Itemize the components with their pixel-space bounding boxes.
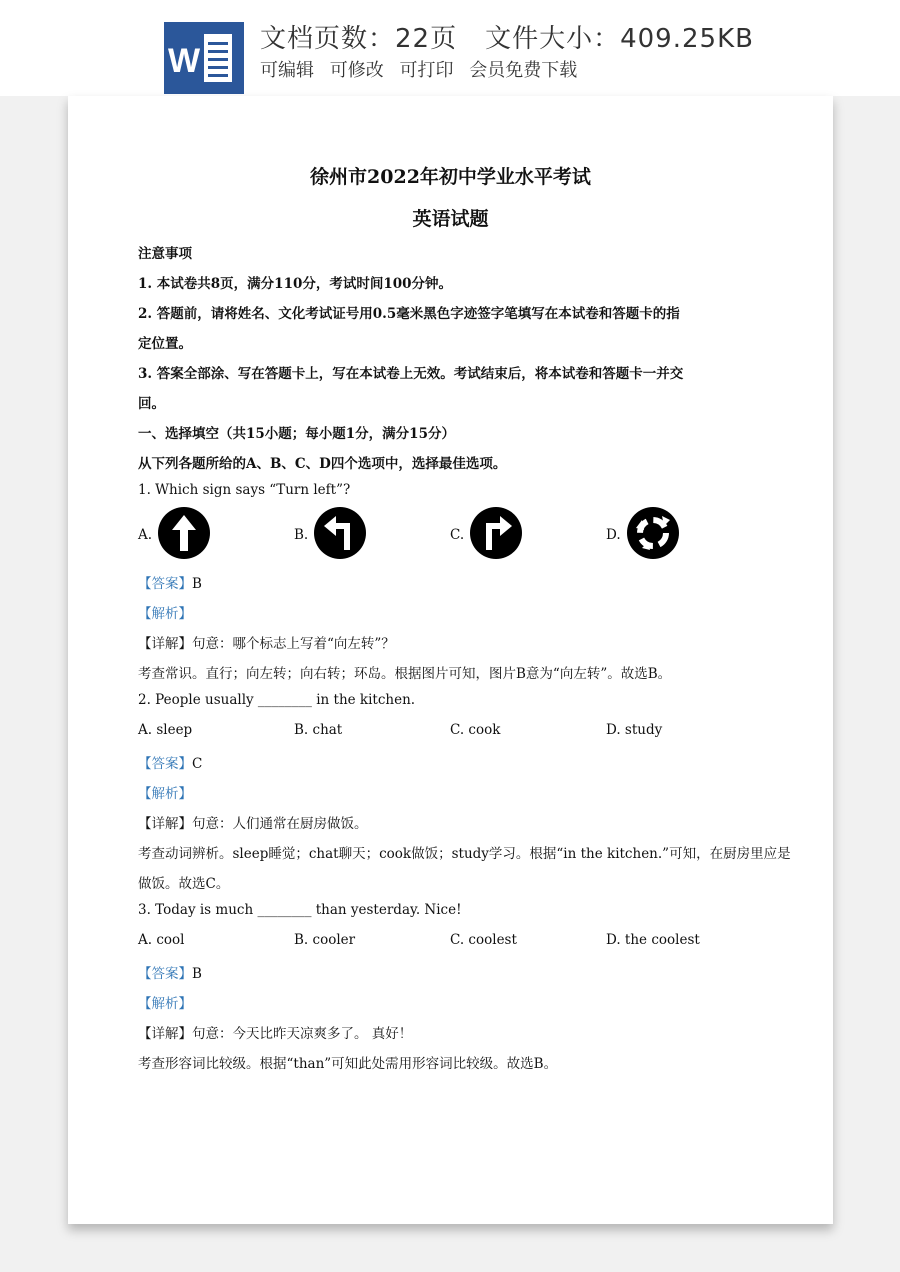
download-banner <box>0 0 900 96</box>
option-label: C. cook <box>450 722 501 738</box>
option-label: A. sleep <box>138 722 193 738</box>
explanation-line: 考查常识。直行；向左转；向右转；环岛。根据图片可知，图片B意为“向左转”。故选B。 <box>138 666 672 682</box>
question-stem: 2. People usually ________ in the kitchen. <box>138 692 416 708</box>
arrow-up-sign-icon <box>157 506 211 560</box>
answer-value: B <box>192 576 202 592</box>
answer-line <box>138 962 202 982</box>
feature-free-download: 会员免费下载 <box>469 60 578 81</box>
word-icon-letter: W <box>167 42 201 80</box>
option-label: B. <box>294 527 309 543</box>
analysis-tag: 【解析】 <box>138 996 192 1012</box>
note-line: 3. 答案全部涂、写在答题卡上，写在本试卷上无效。考试结束后，将本试卷和答题卡一并交 <box>138 366 684 382</box>
analysis-tag: 【解析】 <box>138 606 192 622</box>
note-line: 2. 答题前，请将姓名、文化考试证号用0.5毫米黑色字迹签字笔填写在本试卷和答题卡的指 <box>138 306 680 322</box>
note-line: 1. 本试卷共8页，满分110分，考试时间100分钟。 <box>138 276 453 292</box>
option-label: B. cooler <box>294 932 356 948</box>
note-line: 回。 <box>138 396 165 412</box>
analysis-tag: 【解析】 <box>138 786 192 802</box>
explanation-line: 考查动词辨析。sleep睡觉；chat聊天；cook做饭；study学习。根据“in the kitchen.”可知，在厨房里应是 <box>138 846 791 862</box>
option-label: C. coolest <box>450 932 517 948</box>
note-line: 定位置。 <box>138 336 192 352</box>
option-label: D. <box>606 527 621 543</box>
explanation-line: 做饭。故选C。 <box>138 876 230 892</box>
file-size: 文件大小：409.25KB <box>485 24 754 54</box>
answer-tag: 【答案】 <box>138 966 192 982</box>
document-page <box>68 96 833 1224</box>
answer-tag: 【答案】 <box>138 756 192 772</box>
option-label: A. cool <box>138 932 185 948</box>
detail-line: 【详解】句意：人们通常在厨房做饭。 <box>138 816 368 832</box>
option-label: C. <box>450 527 465 543</box>
answer-value: C <box>192 756 203 772</box>
feature-editable: 可编辑 <box>260 60 314 81</box>
option-label: D. the coolest <box>606 932 700 948</box>
question-stem: 1. Which sign says “Turn left”? <box>138 482 351 498</box>
turn-right-sign-icon <box>469 506 523 560</box>
explanation-line: 考查形容词比较级。根据“than”可知此处需用形容词比较级。故选B。 <box>138 1056 558 1072</box>
option-label: A. <box>138 527 153 543</box>
option-label: B. chat <box>294 722 343 738</box>
feature-modifiable: 可修改 <box>329 60 384 81</box>
word-doc-icon <box>164 22 244 94</box>
detail-line: 【详解】句意：今天比昨天凉爽多了。 真好！ <box>138 1026 413 1042</box>
section-instruction: 从下列各题所给的A、B、C、D四个选项中，选择最佳选项。 <box>138 456 507 472</box>
section-heading: 一、选择填空（共15小题；每小题1分，满分15分） <box>138 426 455 442</box>
page-count: 文档页数：22页 <box>260 24 458 54</box>
feature-printable: 可打印 <box>399 60 454 81</box>
answer-line <box>138 752 202 772</box>
detail-line: 【详解】句意：哪个标志上写着“向左转”？ <box>138 636 395 652</box>
roundabout-sign-icon <box>626 506 680 560</box>
exam-title: 徐州市2022年初中学业水平考试 <box>310 166 591 188</box>
doc-stats <box>260 18 782 55</box>
notes-heading: 注意事项 <box>138 246 192 262</box>
answer-line <box>138 572 202 592</box>
question-stem: 3. Today is much ________ than yesterday. Nice! <box>138 902 462 918</box>
doc-features <box>260 56 587 82</box>
option-label: D. study <box>606 722 663 738</box>
exam-subtitle: 英语试题 <box>412 208 489 230</box>
answer-value: B <box>192 966 202 982</box>
turn-left-sign-icon <box>313 506 367 560</box>
answer-tag: 【答案】 <box>138 576 192 592</box>
